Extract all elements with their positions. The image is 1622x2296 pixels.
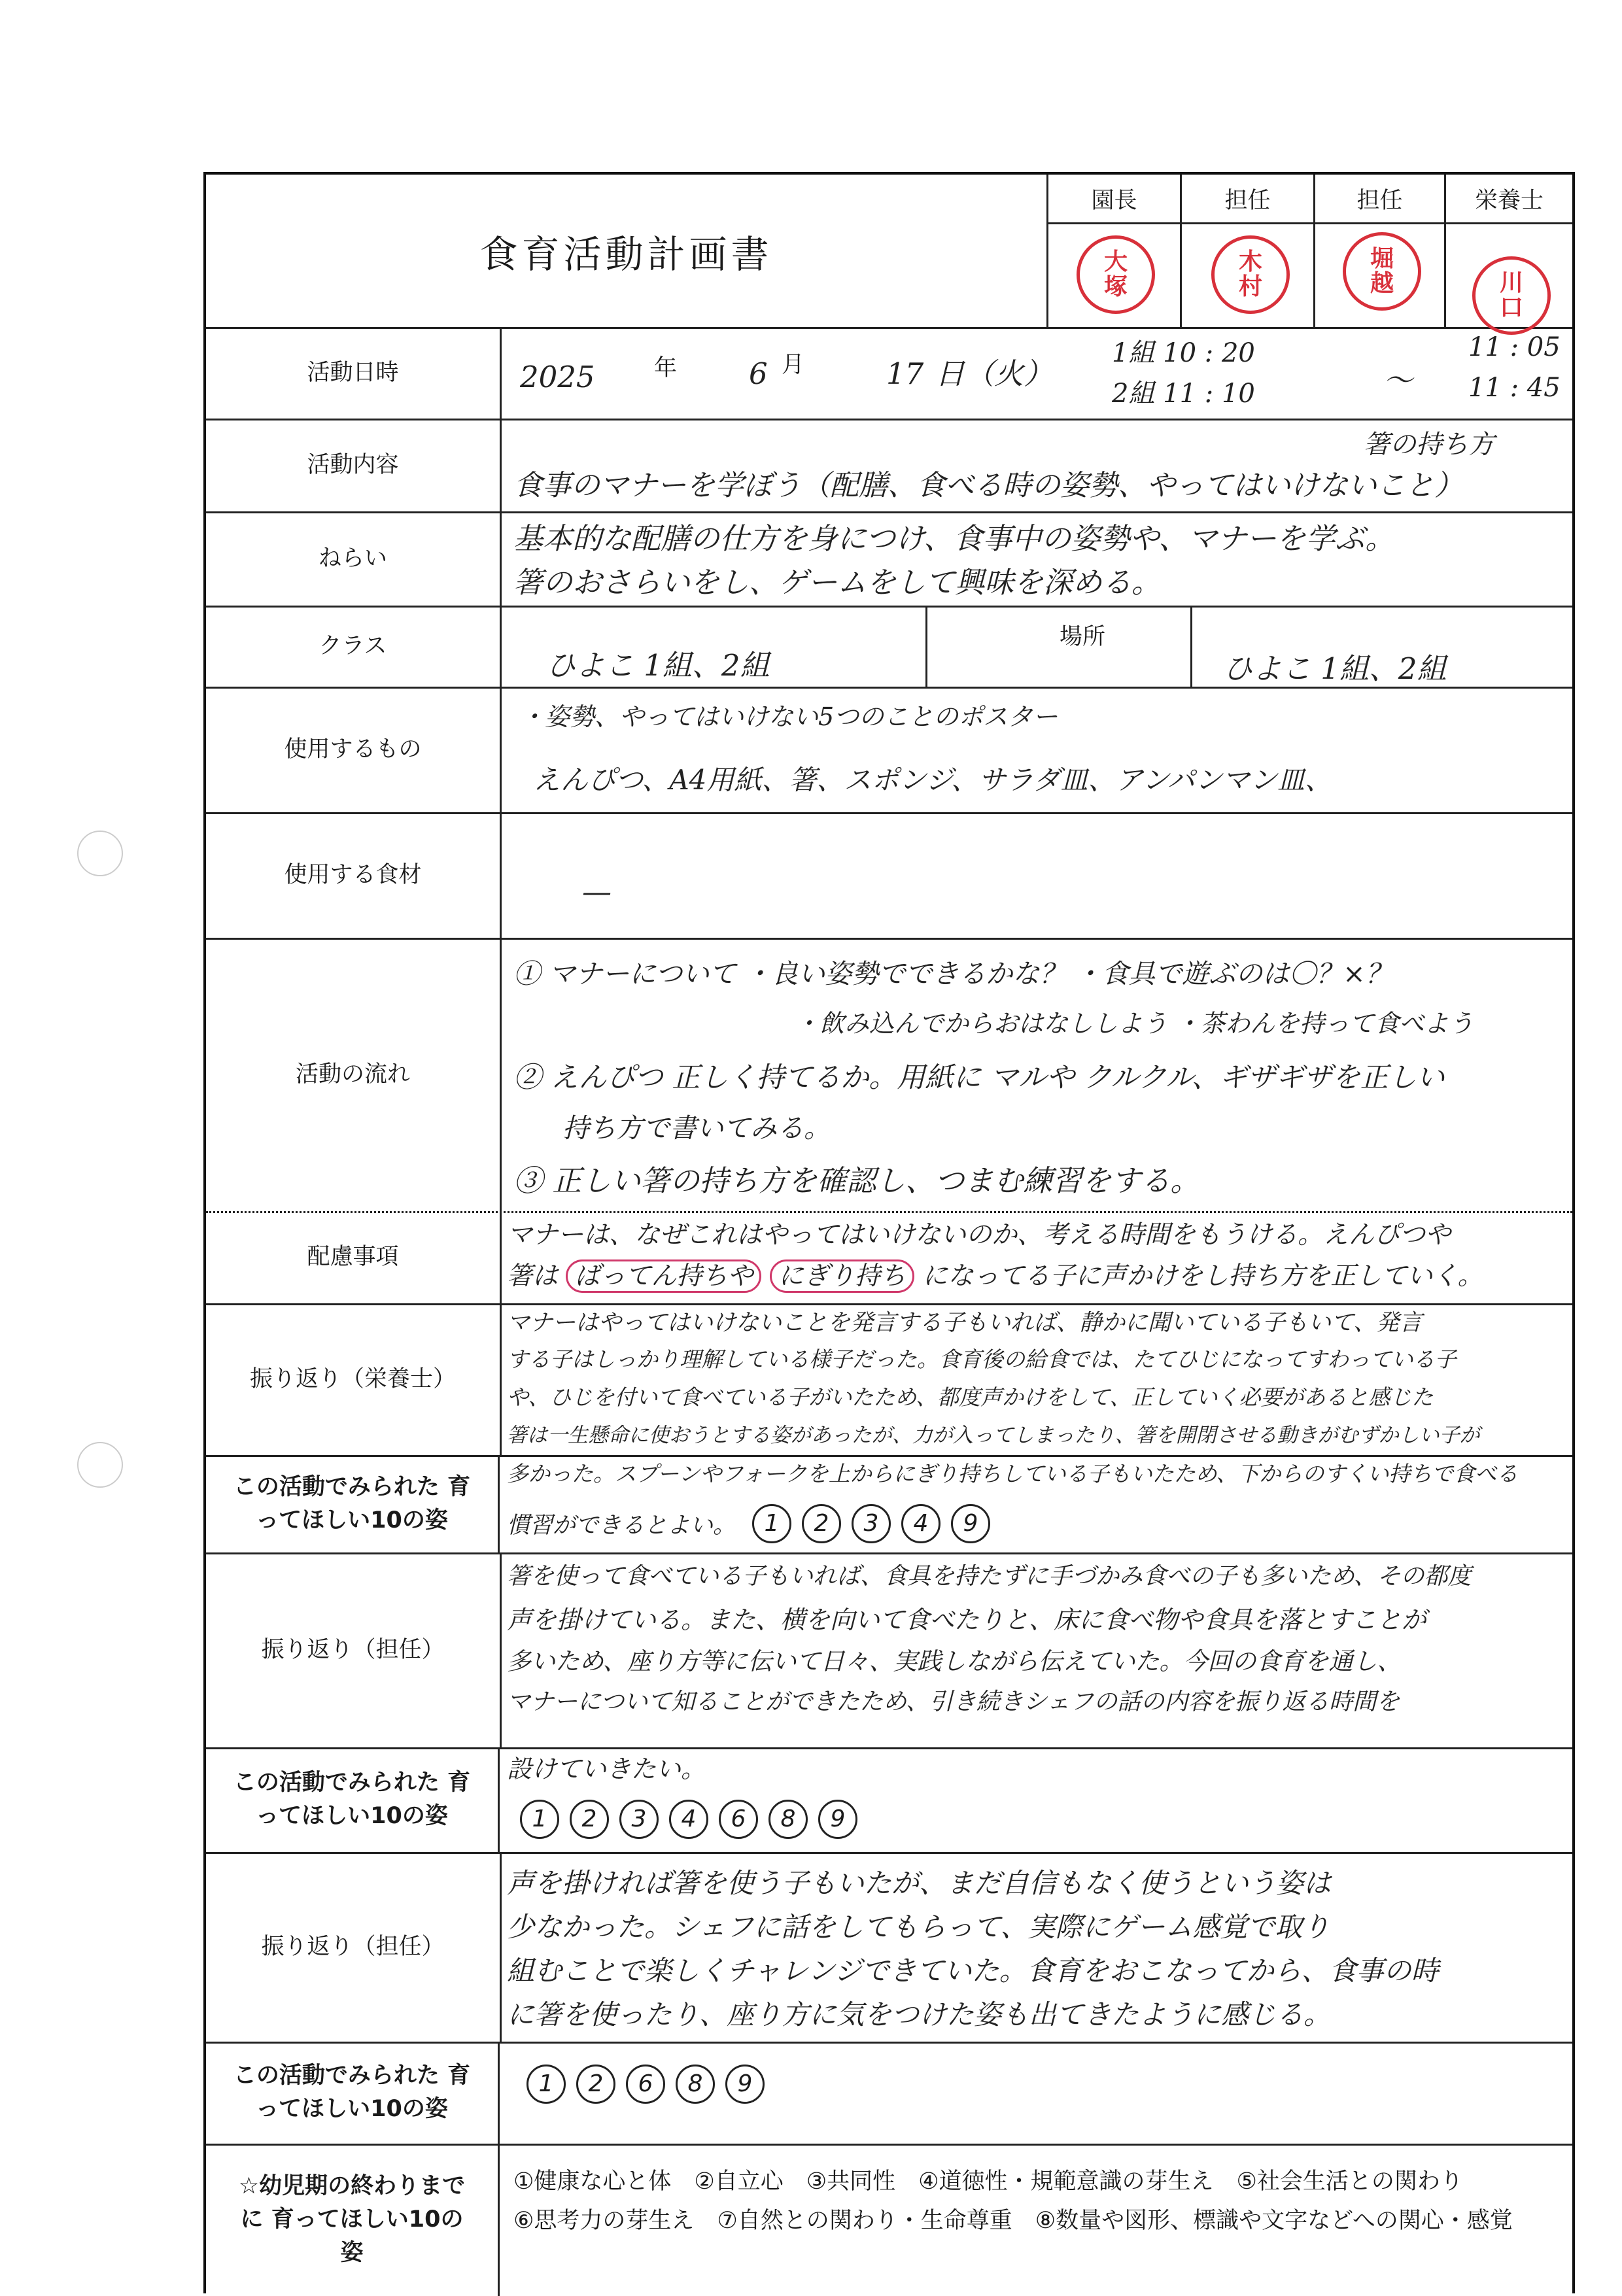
stamp-cell-nutritionist — [1446, 175, 1572, 327]
notes-row — [206, 1211, 1572, 1305]
ingredients-value: — — [582, 874, 612, 909]
seal-stamp: 大 塚 — [1077, 235, 1155, 314]
reflection-line: 箸を使って食べている子もいれば、食具を持たずに手づかみ食べの子も多いため、その都度 — [507, 1563, 1472, 1590]
date-year: 2025 — [520, 360, 595, 394]
aim-line-2: 箸のおさらいをし、ゲームをして興味を深める。 — [513, 565, 1162, 600]
aim-row — [206, 511, 1572, 608]
aspect-number: 1 — [526, 2065, 566, 2104]
ten-aspects-a-row — [206, 1455, 1572, 1554]
flow-line-4: 持ち方で書いてみる。 — [562, 1112, 831, 1144]
reflection-teacher-2-row — [206, 1852, 1572, 2044]
plan-form — [203, 172, 1575, 2293]
reflection-line: 少なかった。シェフに話をしてもらって、実際にゲーム感覚で取り — [507, 1911, 1330, 1943]
reflection-line: や、ひじを付いて食べている子がいたため、都度声かけをして、正していく必要があると感じた — [507, 1384, 1434, 1410]
class-row — [206, 606, 1572, 689]
reflection-line: 声を掛ければ箸を使う子もいたが、まだ自信もなく使うという姿は — [507, 1867, 1332, 1899]
seal-stamp: 木 村 — [1211, 235, 1290, 314]
aspect-number: 1 — [752, 1504, 791, 1543]
items-line-2: えんぴつ、A4用紙、箸、スポンジ、サラダ皿、アンパンマン皿、 — [533, 764, 1332, 796]
seal-stamp: 堀 越 — [1343, 232, 1421, 311]
aspect-number: 8 — [676, 2065, 715, 2104]
stamp-role: 担任 — [1182, 175, 1313, 224]
aim-line-1: 基本的な配膳の仕方を身につけ、食事中の姿勢や、マナーを学ぶ。 — [513, 521, 1395, 556]
ten-aspects-line-2: ⑥思考力の芽生え ⑦自然との関わり・生命尊重 ⑧数量や図形、標識や文字などへの関心・感覚 — [513, 2208, 1513, 2234]
reflection-line: する子はしっかり理解している様子だった。食育後の給食では、たてひじになってすわっている子 — [507, 1346, 1457, 1372]
punch-hole-top — [77, 831, 123, 876]
notes-line-1: マナーは、なぜこれはやってはいけないのか、考える時間をもうける。えんぴつや — [507, 1220, 1451, 1250]
stamp-cell-teacher-a — [1182, 175, 1315, 327]
items-row — [206, 687, 1572, 814]
stamp-cell-teacher-b — [1315, 175, 1446, 327]
aspect-number: 4 — [901, 1504, 940, 1543]
notes-text: 箸は — [507, 1261, 559, 1291]
aspect-number: 8 — [768, 1800, 808, 1839]
date-row — [206, 327, 1572, 420]
date-year-unit: 年 — [654, 355, 678, 381]
reflection-line: 慣習ができるとよい。 — [507, 1513, 736, 1539]
stamp-cell-director — [1048, 175, 1182, 327]
aspect-number: 3 — [619, 1800, 659, 1839]
ingredients-row — [206, 812, 1572, 940]
aspect-numbers-a — [752, 1504, 1001, 1543]
ten-aspects-c-label: この活動でみられた 育ってほしい10の姿 — [206, 2042, 500, 2144]
reflection-line: 多かった。スプーンやフォークを上からにぎり持ちしている子もいたため、下からのすくい持ちで食べる — [507, 1461, 1519, 1486]
form-title: 食育活動計画書 — [206, 175, 1048, 327]
ten-aspects-line-1: ①健康な心と体 ②自立心 ③共同性 ④道徳性・規範意識の芽生え ⑤社会生活との関わり — [513, 2168, 1463, 2195]
ten-aspects-a-label: この活動でみられた 育ってほしい10の姿 — [206, 1455, 500, 1552]
place-label: 場所 — [1060, 624, 1106, 650]
ten-aspects-definition-label: ☆幼児期の終わりまでに 育ってほしい10の姿 — [206, 2144, 500, 2296]
date-label: 活動日時 — [206, 327, 502, 419]
flow-label: 活動の流れ — [206, 938, 502, 1211]
ten-aspects-b-label: この活動でみられた 育ってほしい10の姿 — [206, 1747, 500, 1852]
reflection-line: マナーについて知ることができたため、引き続きシェフの話の内容を振り返る時間を — [507, 1688, 1400, 1715]
ten-aspects-definition-row — [206, 2144, 1572, 2296]
punch-hole-bottom — [77, 1442, 123, 1488]
aspect-number: 9 — [725, 2065, 765, 2104]
date-day: 17 — [886, 356, 924, 391]
flow-line-3: ② えんぴつ 正しく持てるか。用紙に マルや クルクル、ギザギザを正しい — [513, 1061, 1445, 1094]
notes-highlight: にぎり持ち — [770, 1259, 914, 1293]
notes-text: になってる子に声かけをし持ち方を正していく。 — [922, 1261, 1483, 1291]
seal-stamp: 川 口 — [1472, 256, 1551, 335]
aspect-number: 1 — [520, 1800, 559, 1839]
flow-line-5: ③ 正しい箸の持ち方を確認し、つまむ練習をする。 — [513, 1163, 1200, 1198]
content-label: 活動内容 — [206, 419, 502, 511]
date-month-unit: 月 — [782, 352, 805, 378]
reflection-line: に箸を使ったり、座り方に気をつけた姿も出てきたように感じる。 — [507, 1998, 1332, 2030]
reflection-line: 箸は一生懸命に使おうとする姿があったが、力が入ってしまったり、箸を開閉させる動きがむずかしい子が — [507, 1424, 1480, 1447]
items-line-1: ・姿勢、やってはいけない5つのことのポスター — [520, 702, 1058, 731]
reflection-teacher-1-row — [206, 1552, 1572, 1749]
aspect-numbers-c — [526, 2065, 775, 2104]
class-value: ひよこ 1組、2組 — [546, 648, 770, 683]
aspect-number: 3 — [852, 1504, 891, 1543]
date-tilde: 〜 — [1383, 363, 1413, 398]
reflection-teacher-2-label: 振り返り（担任） — [206, 1852, 502, 2042]
date-time-group2: 2組 11 : 10 — [1112, 379, 1255, 409]
header-row — [206, 175, 1572, 329]
ingredients-label: 使用する食材 — [206, 812, 502, 938]
aspect-number: 4 — [669, 1800, 708, 1839]
content-row — [206, 419, 1572, 513]
stamp-role: 栄養士 — [1446, 175, 1572, 224]
aspect-number: 6 — [719, 1800, 758, 1839]
reflection-nutritionist-label: 振り返り（栄養士） — [206, 1303, 502, 1455]
items-label: 使用するもの — [206, 687, 502, 812]
content-annotation: 箸の持ち方 — [1364, 430, 1494, 460]
reflection-line: 組むことで楽しくチャレンジできていた。食育をおこなってから、食事の時 — [507, 1955, 1439, 1987]
reflection-line: 設けていきたい。 — [507, 1755, 706, 1783]
date-day-unit: 日（火） — [935, 356, 1054, 391]
place-value: ひよこ 1組、2組 — [1223, 651, 1447, 686]
reflection-teacher-1-label: 振り返り（担任） — [206, 1552, 502, 1747]
date-month: 6 — [749, 356, 768, 391]
reflection-line: マナーはやってはいけないことを発言する子もいれば、静かに聞いている子もいて、発言 — [507, 1310, 1423, 1336]
stamp-role: 担任 — [1315, 175, 1444, 224]
aspect-number: 2 — [570, 1800, 609, 1839]
aspect-number: 6 — [626, 2065, 665, 2104]
flow-line-1: ① マナーについて ・良い姿勢でできるかな？ ・食具で遊ぶのは〇？×？ — [513, 958, 1392, 989]
class-label: クラス — [206, 606, 502, 687]
reflection-line: 声を掛けている。また、横を向いて食べたりと、床に食べ物や食具を落とすことが — [507, 1605, 1427, 1634]
stamp-role: 園長 — [1048, 175, 1180, 224]
date-time-group1: 1組 10 : 20 — [1112, 338, 1255, 368]
aspect-number: 2 — [802, 1504, 841, 1543]
aspect-number: 2 — [576, 2065, 615, 2104]
aspect-number: 9 — [818, 1800, 857, 1839]
content-text: 食事のマナーを学ぼう（配膳、食べる時の姿勢、やってはいけないこと） — [513, 469, 1463, 502]
aim-label: ねらい — [206, 511, 502, 606]
reflection-nutritionist-row — [206, 1303, 1572, 1457]
ten-aspects-c-row — [206, 2042, 1572, 2146]
date-end-2: 11 : 45 — [1468, 373, 1561, 403]
date-end-1: 11 : 05 — [1468, 332, 1561, 362]
flow-line-2: ・飲み込んでからおはなししよう ・茶わんを持って食べよう — [795, 1009, 1474, 1038]
reflection-line: 多いため、座り方等に伝いて日々、実践しながら伝えていた。今回の食育を通し、 — [507, 1647, 1402, 1675]
notes-label: 配慮事項 — [206, 1211, 502, 1303]
ten-aspects-b-row — [206, 1747, 1572, 1854]
notes-line-2 — [507, 1256, 1483, 1292]
aspect-numbers-b — [520, 1800, 868, 1839]
aspect-number: 9 — [951, 1504, 990, 1543]
flow-row — [206, 938, 1572, 1213]
notes-highlight: ばってん持ちや — [566, 1259, 761, 1293]
